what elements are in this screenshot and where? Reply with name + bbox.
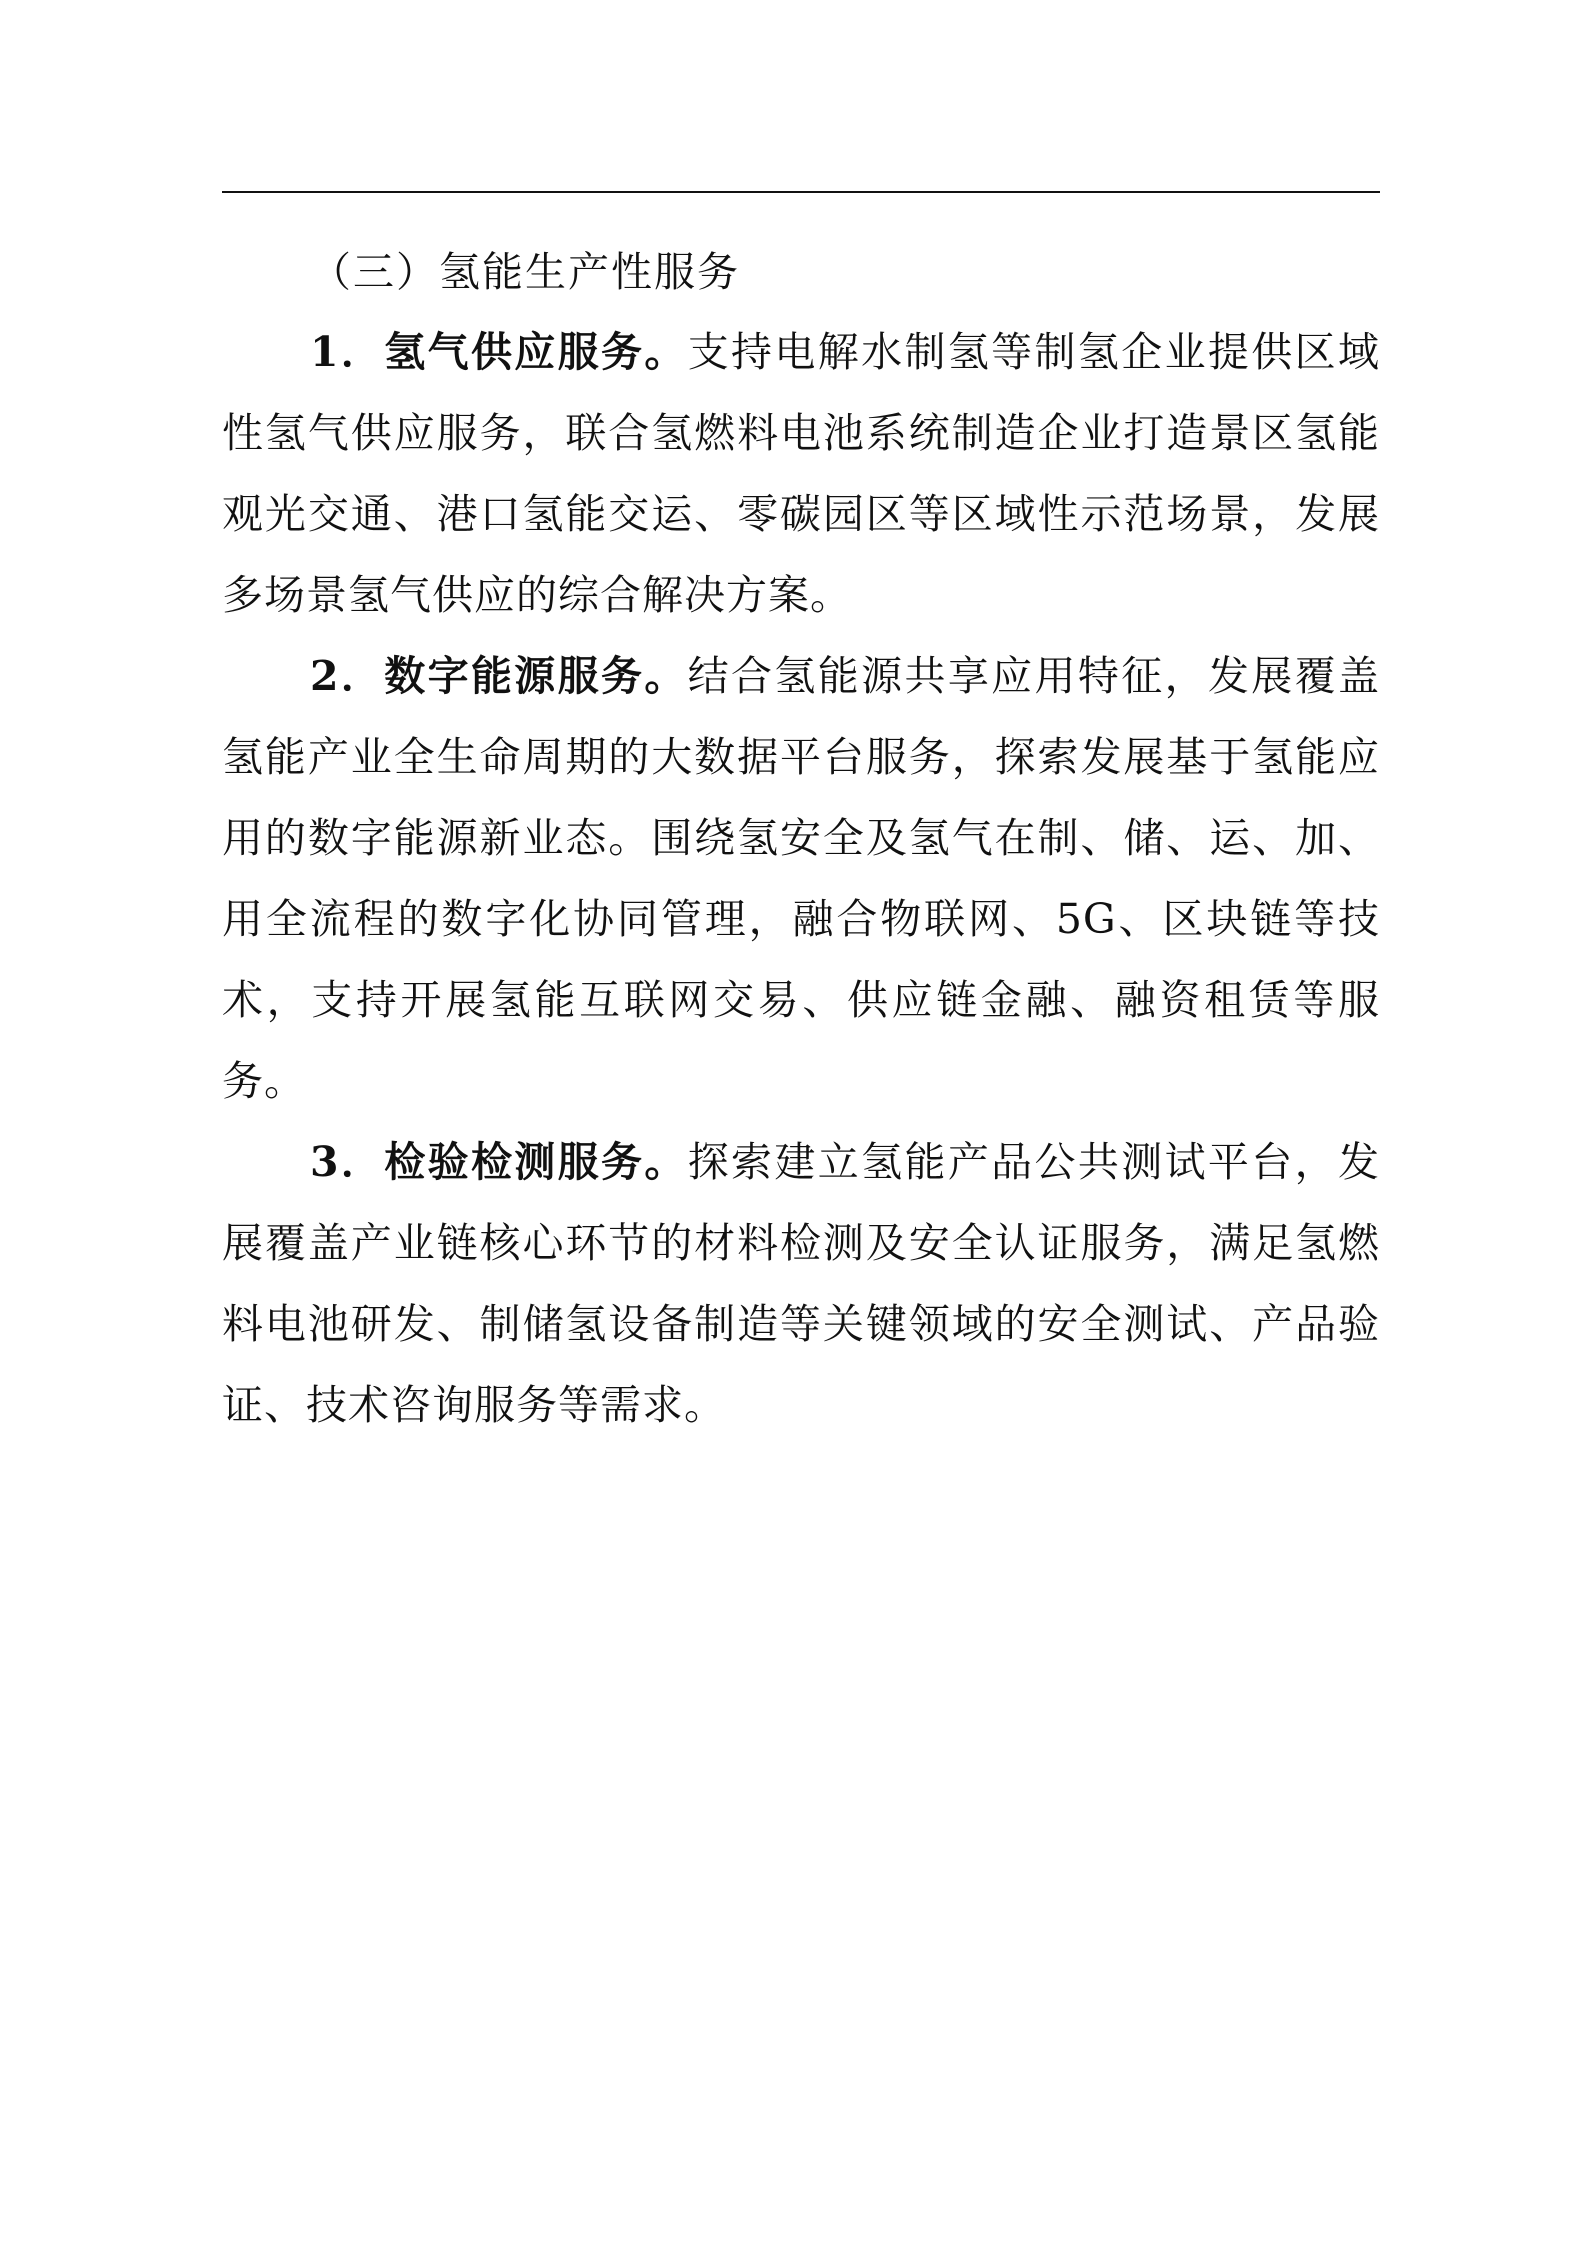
paragraph-lead: 2．数字能源服务。	[310, 652, 688, 700]
header-divider	[222, 191, 1380, 193]
section-heading: （三）氢能生产性服务	[310, 248, 740, 296]
paragraph-inspection-testing	[222, 1122, 1380, 1446]
paragraph-hydrogen-supply	[222, 312, 1380, 636]
paragraph-body: 探索建立氢能产品公共测试平台，发展覆盖产业链核心环节的材料检测及安全认证服务，满足氢燃料电池研发、制储氢设备制造等关键领域的安全测试、产品验证、技术咨询服务等需求。	[222, 1138, 1380, 1429]
document-body	[222, 232, 1380, 1446]
paragraph-lead: 1．氢气供应服务。	[310, 328, 688, 376]
paragraph-body: 结合氢能源共享应用特征，发展覆盖氢能产业全生命周期的大数据平台服务，探索发展基于氢能应用的数字能源新业态。围绕氢安全及氢气在制、储、运、加、用全流程的数字化协同管理，融合物联网、5G、区块链等技术，支持开展氢能互联网交易、供应链金融、融资租赁等服务。	[222, 652, 1380, 1105]
paragraph-digital-energy	[222, 636, 1380, 1122]
paragraph-body: 支持电解水制氢等制氢企业提供区域性氢气供应服务，联合氢燃料电池系统制造企业打造景区氢能观光交通、港口氢能交运、零碳园区等区域性示范场景，发展多场景氢气供应的综合解决方案。	[222, 328, 1380, 619]
paragraph-lead: 3．检验检测服务。	[310, 1138, 688, 1186]
